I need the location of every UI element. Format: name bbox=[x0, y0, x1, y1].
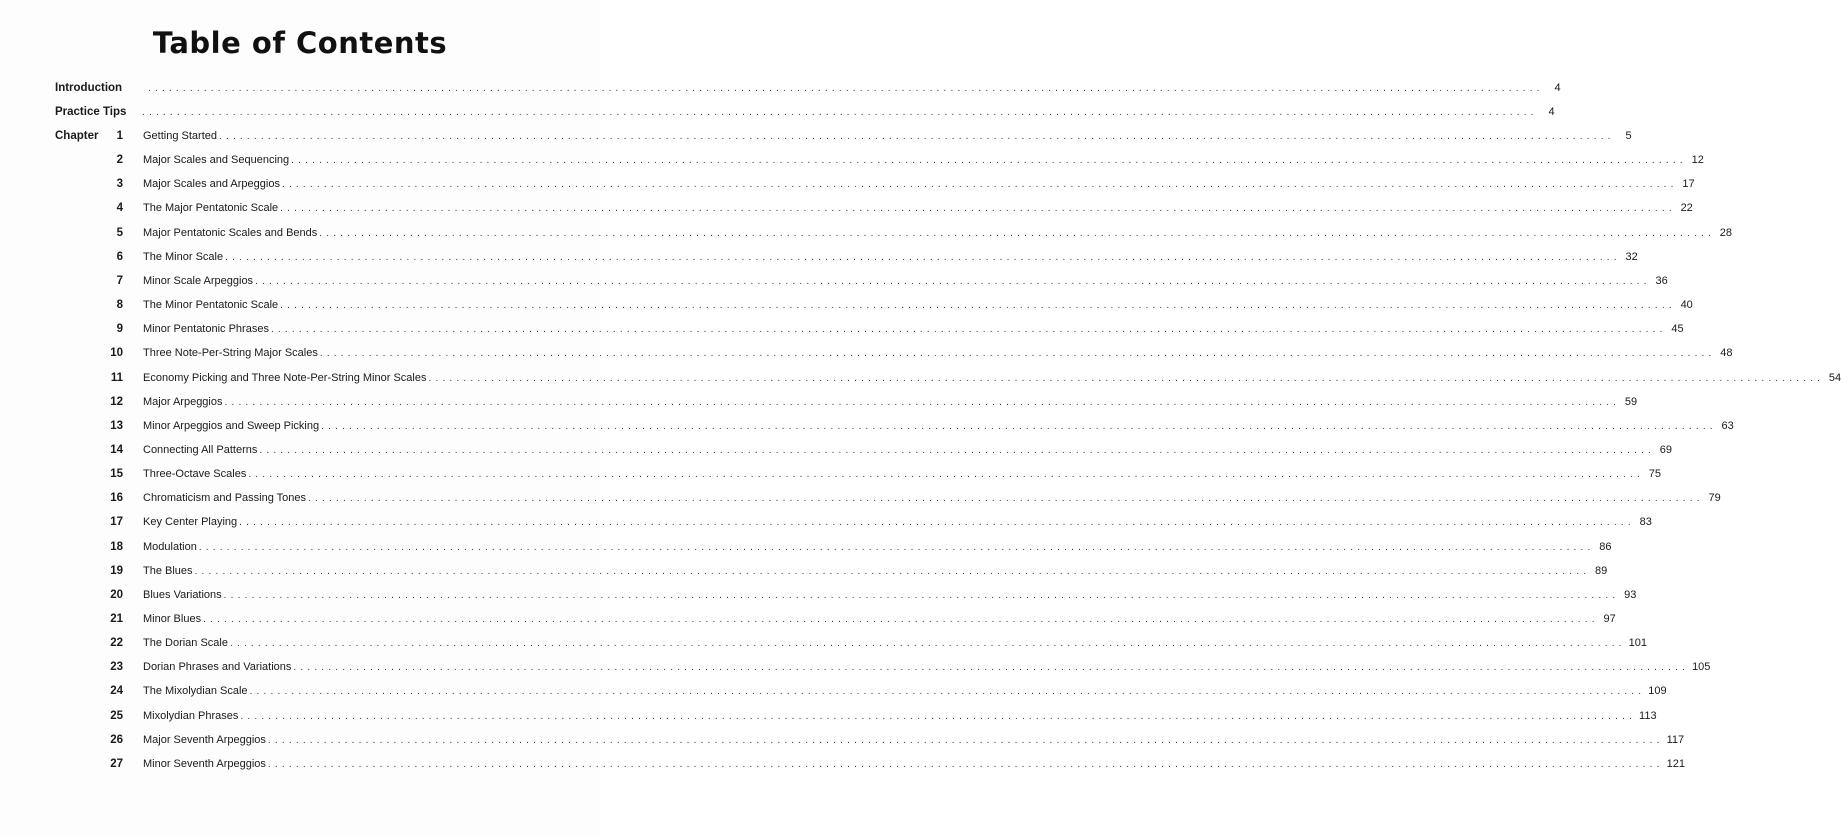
toc-entry bbox=[143, 489, 1721, 508]
toc-row-chapter-19[interactable] bbox=[0, 562, 1608, 580]
leader-dots: ........................................................................................................................................................................................................ bbox=[280, 300, 1676, 311]
toc-entry bbox=[143, 707, 1657, 726]
toc-entry-label: Introduction bbox=[55, 82, 123, 94]
toc-row-chapter-6[interactable] bbox=[0, 248, 1638, 266]
chapter-title: Minor Seventh Arpeggios bbox=[143, 757, 266, 770]
toc-page-number: 17 bbox=[1682, 178, 1695, 191]
toc-row-chapter-17[interactable] bbox=[0, 513, 1652, 531]
toc-page-number: 54 bbox=[1828, 371, 1841, 384]
leader-dots: ........................................................................................................................................................................................................ bbox=[293, 662, 1690, 674]
toc-page-number: 97 bbox=[1603, 613, 1616, 625]
toc-entry bbox=[143, 320, 1684, 339]
toc-row-chapter-8[interactable] bbox=[0, 296, 1693, 314]
chapter-title: Major Scales and Arpeggios bbox=[143, 178, 280, 191]
chapter-number: 26 bbox=[110, 733, 123, 746]
toc-page-number: 40 bbox=[1680, 299, 1693, 311]
leader-dots: ........................................................................................................................................................................................................ bbox=[259, 444, 1656, 456]
toc-page-number: 109 bbox=[1648, 685, 1667, 698]
toc-row-chapter-27[interactable] bbox=[0, 755, 1685, 773]
toc-row-introduction[interactable] bbox=[0, 79, 1561, 97]
chapter-number: 2 bbox=[116, 154, 123, 167]
leader-dots: ........................................................................................................................................................................................................ bbox=[219, 131, 1615, 142]
toc-entry bbox=[143, 465, 1661, 484]
toc-row-chapter-14[interactable] bbox=[0, 441, 1673, 459]
toc-row-chapter-13[interactable] bbox=[0, 417, 1734, 435]
chapter-number: 22 bbox=[110, 637, 123, 650]
chapter-number: 27 bbox=[110, 757, 123, 770]
toc-page-number: 79 bbox=[1708, 492, 1721, 505]
chapter-title: The Dorian Scale bbox=[143, 637, 228, 650]
toc-page-number: 117 bbox=[1666, 733, 1685, 746]
leader-dots: ........................................................................................................................................................................................................ bbox=[223, 589, 1620, 601]
toc-row-chapter-7[interactable] bbox=[0, 272, 1668, 290]
toc-entry bbox=[143, 538, 1612, 557]
chapter-title: Connecting All Patterns bbox=[143, 443, 258, 456]
leader-dots: ........................................................................................................................................................................................................ bbox=[255, 275, 1651, 287]
chapter-title: Major Pentatonic Scales and Bends bbox=[143, 226, 318, 239]
toc-entry bbox=[143, 296, 1693, 315]
toc-entry bbox=[143, 731, 1685, 750]
chapter-number: 19 bbox=[110, 564, 123, 577]
toc-row-chapter-23[interactable] bbox=[0, 658, 1711, 676]
chapter-title: Economy Picking and Three Note-Per-String Minor Scales bbox=[143, 371, 427, 384]
toc-page-number: 105 bbox=[1692, 661, 1711, 674]
toc-entry bbox=[143, 151, 1704, 170]
chapter-title: Minor Arpeggios and Sweep Picking bbox=[143, 419, 320, 432]
chapter-title: Minor Pentatonic Phrases bbox=[143, 323, 269, 336]
toc-row-chapter-18[interactable] bbox=[0, 538, 1612, 556]
toc-row-chapter-4[interactable] bbox=[0, 199, 1693, 217]
chapter-number: 20 bbox=[110, 588, 123, 601]
leader-dots: ........................................................................................................................................................................................................ bbox=[248, 469, 1644, 481]
leader-dots: ........................................................................................................................................................................................................ bbox=[230, 638, 1626, 650]
toc-row-chapter-25[interactable] bbox=[0, 707, 1657, 725]
leader-dots: ........................................................................................................................................................................................................ bbox=[428, 372, 1825, 384]
toc-page-number: 83 bbox=[1639, 516, 1652, 529]
toc-page-number: 28 bbox=[1719, 226, 1732, 239]
toc-row-chapter-16[interactable] bbox=[0, 489, 1721, 507]
toc-row-chapter-21[interactable] bbox=[0, 610, 1616, 628]
chapter-title: Major Seventh Arpeggios bbox=[143, 733, 266, 746]
toc-page-number: 22 bbox=[1680, 202, 1693, 215]
toc-page-number: 63 bbox=[1721, 419, 1734, 432]
toc-row-chapter-3[interactable] bbox=[0, 175, 1695, 193]
chapter-number: 24 bbox=[110, 685, 123, 698]
chapter-number: 13 bbox=[110, 419, 123, 432]
leader-dots: ........................................................................................................................................................................................................ bbox=[224, 396, 1621, 408]
chapter-number: 3 bbox=[116, 178, 123, 191]
chapter-title: Three-Octave Scales bbox=[143, 468, 247, 481]
leader-dots: ........................................................................................................................................................................................................ bbox=[249, 686, 1646, 698]
leader-dots: ........................................................................................................................................................................................................ bbox=[225, 251, 1621, 263]
chapter-title: Major Arpeggios bbox=[143, 395, 223, 408]
chapter-number: 4 bbox=[116, 202, 123, 215]
toc-page-number: 86 bbox=[1599, 540, 1612, 553]
toc-entry bbox=[143, 127, 1632, 146]
toc-entry bbox=[143, 175, 1695, 194]
chapter-title: Dorian Phrases and Variations bbox=[143, 661, 292, 674]
chapter-title: The Major Pentatonic Scale bbox=[143, 202, 279, 215]
leader-dots: ........................................................................................................................................................................................................ bbox=[267, 758, 1664, 770]
toc-entry bbox=[143, 682, 1667, 701]
chapter-title: Minor Scale Arpeggios bbox=[143, 274, 254, 287]
toc-row-practice-tips[interactable] bbox=[0, 103, 1555, 121]
leader-dots: ........................................................................................................................................................................................................ bbox=[240, 710, 1637, 722]
toc-entry bbox=[143, 199, 1693, 218]
leader-dots: ........................................................................................................................................................................................................ bbox=[281, 179, 1678, 191]
toc-row-chapter-22[interactable] bbox=[0, 634, 1648, 652]
toc-entry bbox=[143, 658, 1711, 677]
leader-dots: ........................................................................................................................................................................................................ bbox=[148, 83, 1544, 94]
chapter-number: 25 bbox=[110, 709, 123, 722]
toc-entry bbox=[143, 369, 1841, 388]
leader-dots: ........................................................................................................................................................................................................ bbox=[267, 734, 1664, 746]
toc-page-number: 4 bbox=[1554, 82, 1561, 94]
chapter-number: 16 bbox=[110, 492, 123, 505]
chapter-number: 1 bbox=[116, 130, 123, 142]
toc-entry bbox=[140, 103, 1555, 122]
toc-entry bbox=[143, 755, 1685, 774]
toc-page-number: 93 bbox=[1624, 588, 1637, 601]
toc-row-chapter-26[interactable] bbox=[0, 731, 1685, 749]
leader-dots: ........................................................................................................................................................................................................ bbox=[239, 517, 1635, 529]
chapter-number: 10 bbox=[110, 347, 123, 360]
toc-page-number: 4 bbox=[1548, 106, 1555, 118]
toc-page-number: 36 bbox=[1655, 274, 1668, 287]
toc-entry bbox=[143, 562, 1608, 581]
leader-dots: ........................................................................................................................................................................................................ bbox=[270, 324, 1667, 336]
toc-page-number: 69 bbox=[1659, 443, 1673, 456]
chapter-title: Chromaticism and Passing Tones bbox=[143, 492, 307, 505]
toc-entry bbox=[143, 248, 1638, 267]
toc-entry bbox=[143, 393, 1638, 412]
chapter-number: 21 bbox=[110, 613, 123, 625]
toc-page-number: 75 bbox=[1648, 468, 1661, 481]
leader-dots: ........................................................................................................................................................................................................ bbox=[142, 107, 1538, 118]
toc-entry bbox=[143, 610, 1616, 629]
toc-entry bbox=[143, 634, 1648, 653]
toc-page-number: 121 bbox=[1666, 757, 1685, 770]
toc-entry bbox=[143, 344, 1733, 363]
chapter-title: Mixolydian Phrases bbox=[143, 709, 239, 722]
toc-page-number: 59 bbox=[1624, 395, 1638, 408]
toc-page-number: 5 bbox=[1625, 130, 1632, 142]
chapter-number: 6 bbox=[116, 250, 123, 263]
toc-row-chapter-9[interactable] bbox=[0, 320, 1684, 338]
chapter-title: Major Scales and Sequencing bbox=[143, 154, 290, 167]
chapter-title: Three Note-Per-String Major Scales bbox=[143, 347, 318, 360]
chapter-title: Blues Variations bbox=[143, 588, 222, 601]
chapter-title: The Minor Scale bbox=[143, 250, 224, 263]
page-title: Table of Contents bbox=[152, 26, 448, 60]
toc-page-number: 113 bbox=[1639, 709, 1657, 722]
toc-row-chapter-10[interactable] bbox=[0, 344, 1733, 362]
toc-entry bbox=[146, 79, 1561, 98]
chapter-title: Getting Started bbox=[143, 130, 217, 142]
chapter-number: 7 bbox=[116, 274, 123, 287]
leader-dots: ........................................................................................................................................................................................................ bbox=[198, 541, 1595, 553]
toc-page-number: 101 bbox=[1628, 637, 1648, 650]
toc-entry bbox=[143, 272, 1668, 291]
chapter-title: The Mixolydian Scale bbox=[143, 685, 248, 698]
toc-entry bbox=[143, 417, 1734, 436]
chapter-title: Minor Blues bbox=[143, 613, 202, 625]
toc-entry bbox=[143, 441, 1673, 460]
leader-dots: ........................................................................................................................................................................................................ bbox=[319, 348, 1716, 360]
chapter-title: The Blues bbox=[143, 564, 193, 577]
chapter-number: 9 bbox=[116, 323, 123, 336]
chapter-number: 15 bbox=[110, 468, 123, 481]
toc-row-chapter-5[interactable] bbox=[0, 224, 1732, 242]
toc-page-number: 48 bbox=[1720, 347, 1733, 360]
toc-row-chapter-2[interactable] bbox=[0, 151, 1704, 169]
toc-entry bbox=[143, 586, 1637, 605]
toc-row-chapter-1[interactable] bbox=[0, 127, 1632, 145]
toc-row-chapter-15[interactable] bbox=[0, 465, 1661, 483]
chapter-number: 11 bbox=[110, 371, 123, 384]
toc-page-number: 89 bbox=[1594, 564, 1608, 577]
leader-dots: ........................................................................................................................................................................................................ bbox=[280, 203, 1676, 215]
leader-dots: ........................................................................................................................................................................................................ bbox=[291, 155, 1687, 167]
leader-dots: ........................................................................................................................................................................................................ bbox=[203, 614, 1599, 625]
toc-row-chapter-24[interactable] bbox=[0, 682, 1667, 700]
chapter-number: 17 bbox=[110, 516, 123, 529]
chapter-number: 5 bbox=[116, 226, 123, 239]
chapter-number: 8 bbox=[116, 299, 123, 311]
chapter-number: 18 bbox=[110, 540, 123, 553]
toc-page-number: 12 bbox=[1691, 154, 1704, 167]
chapter-title: Key Center Playing bbox=[143, 516, 238, 529]
toc-page-number: 32 bbox=[1625, 250, 1638, 263]
toc-row-chapter-11[interactable] bbox=[0, 369, 1841, 387]
toc-row-chapter-12[interactable] bbox=[0, 393, 1638, 411]
toc-entry bbox=[143, 513, 1652, 532]
chapter-number: 23 bbox=[110, 661, 123, 674]
toc-entry bbox=[143, 224, 1732, 243]
leader-dots: ........................................................................................................................................................................................................ bbox=[308, 493, 1704, 505]
leader-dots: ........................................................................................................................................................................................................ bbox=[319, 227, 1715, 239]
chapter-title: Modulation bbox=[143, 540, 197, 553]
toc-row-chapter-20[interactable] bbox=[0, 586, 1637, 604]
toc-entry-label: Practice Tips bbox=[55, 106, 127, 118]
chapter-title: The Minor Pentatonic Scale bbox=[143, 299, 279, 311]
leader-dots: ........................................................................................................................................................................................................ bbox=[194, 565, 1591, 577]
leader-dots: ........................................................................................................................................................................................................ bbox=[321, 420, 1717, 432]
toc-page-number: 45 bbox=[1671, 323, 1684, 336]
chapter-number: 12 bbox=[110, 395, 123, 408]
chapter-heading: Chapter bbox=[55, 130, 99, 142]
chapter-number: 14 bbox=[110, 443, 123, 456]
